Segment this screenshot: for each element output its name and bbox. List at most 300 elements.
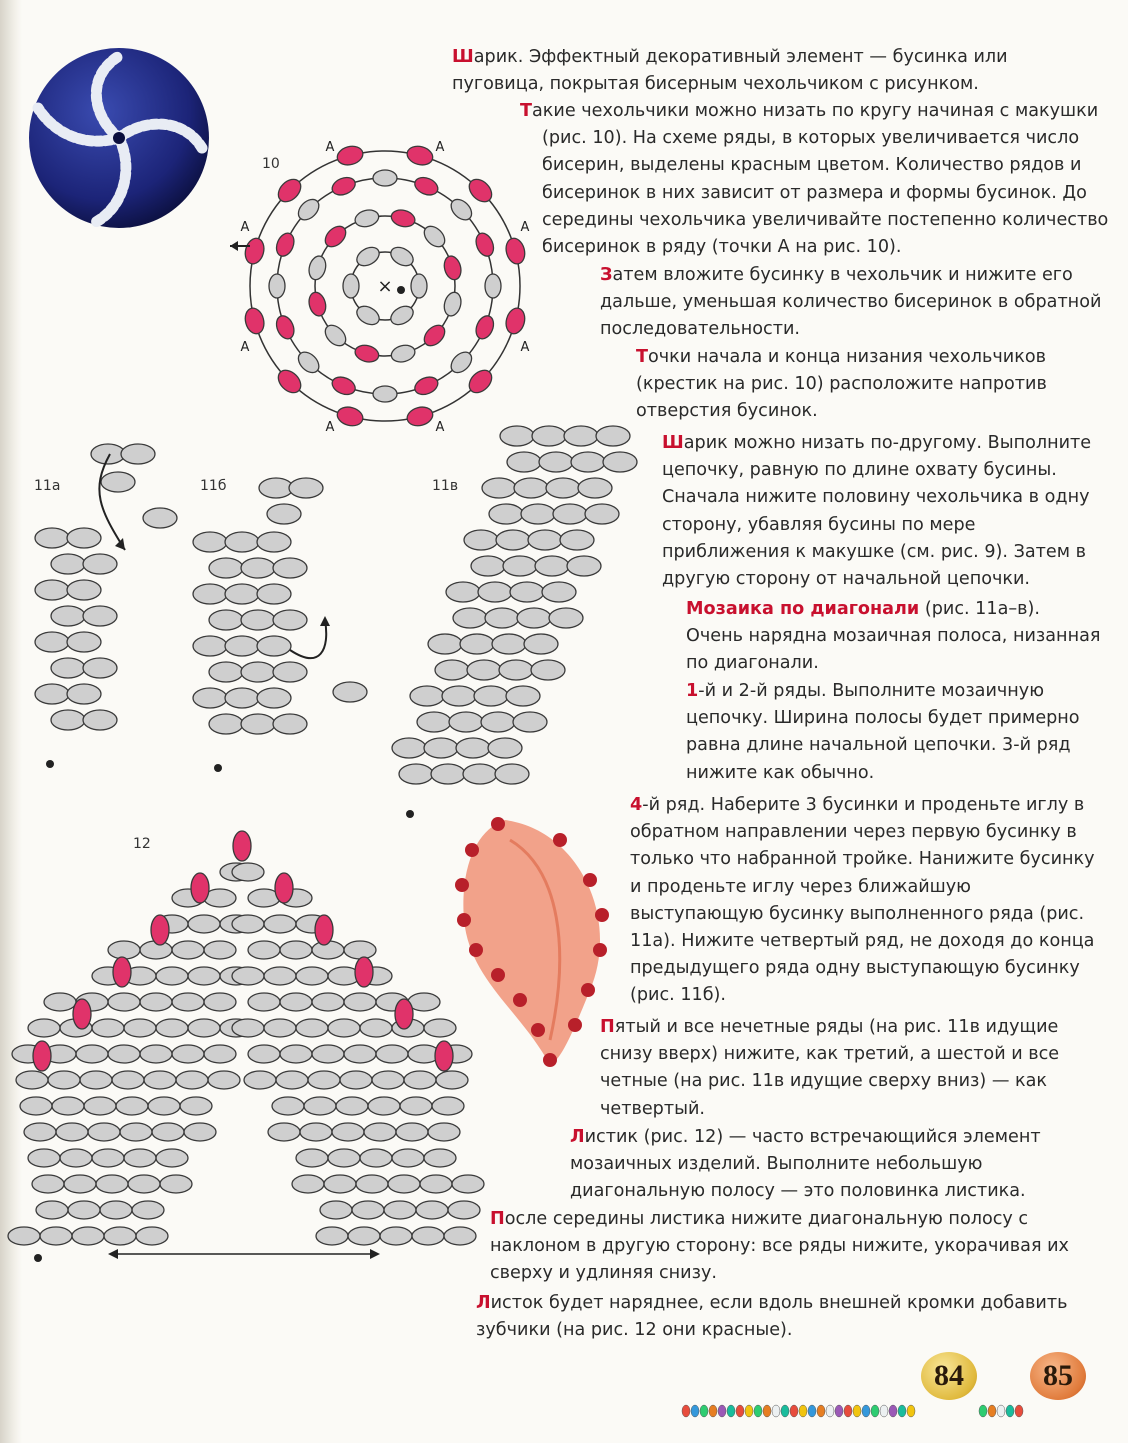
- leaf-bead: [8, 1227, 40, 1245]
- leaf-bead: [264, 1019, 296, 1037]
- mosaic-bead: [273, 714, 307, 734]
- mosaic-bead: [500, 426, 534, 446]
- mosaic-bead: [273, 558, 307, 578]
- paragraph-mozaika: Мозаика по диагонали (рис. 11а–в). Очень нарядна мозаичная полоса, низанная по диагонали.: [686, 599, 1101, 674]
- mosaic-bead: [417, 712, 451, 732]
- mosaic-bead: [524, 634, 558, 654]
- leaf-edge-bead: [191, 873, 209, 903]
- leaf-edge-bead: [275, 873, 293, 903]
- decor-bead: [880, 1405, 888, 1417]
- leaf-bead: [344, 993, 376, 1011]
- leaf-bead: [172, 941, 204, 959]
- bead-ring-4: [503, 306, 527, 336]
- mosaic-bead: [392, 738, 426, 758]
- mosaic-bead: [478, 582, 512, 602]
- decor-bead: [988, 1405, 996, 1417]
- leaf-bead: [304, 1097, 336, 1115]
- leaf-bead: [356, 1175, 388, 1193]
- mosaic-bead: [560, 530, 594, 550]
- leaf-bead: [392, 1149, 424, 1167]
- decor-bead: [853, 1405, 861, 1417]
- bead-ring-4: [243, 236, 267, 266]
- marker-a: A: [435, 140, 445, 155]
- thread-end-dot: [46, 760, 54, 768]
- leaf-bead: [296, 967, 328, 985]
- leaf-bead: [332, 1123, 364, 1141]
- mosaic-bead: [449, 712, 483, 732]
- mosaic-bead: [532, 426, 566, 446]
- mosaic-bead: [435, 660, 469, 680]
- mosaic-bead: [35, 580, 69, 600]
- mosaic-bead: [241, 610, 275, 630]
- mosaic-bead: [193, 532, 227, 552]
- decor-bead: [898, 1405, 906, 1417]
- mosaic-bead: [209, 558, 243, 578]
- mosaic-bead: [492, 634, 526, 654]
- figure-11b-label: 11б: [200, 478, 227, 494]
- mosaic-bead: [51, 658, 85, 678]
- leaf-bead: [328, 1149, 360, 1167]
- mosaic-bead: [193, 688, 227, 708]
- leaf-bead: [416, 1201, 448, 1219]
- mosaic-bead: [193, 584, 227, 604]
- mosaic-bead: [51, 554, 85, 574]
- mosaic-bead: [241, 662, 275, 682]
- leaf-bead: [376, 1045, 408, 1063]
- marker-a: A: [520, 340, 530, 355]
- bead-ring-3: [294, 348, 322, 376]
- decor-bead: [781, 1405, 789, 1417]
- leaf-bead: [172, 993, 204, 1011]
- mosaic-bead: [91, 444, 125, 464]
- decor-bead: [817, 1405, 825, 1417]
- decor-bead: [754, 1405, 762, 1417]
- leaf-bead: [172, 1045, 204, 1063]
- figure-10-circular-diagram: [220, 128, 560, 448]
- figure-11-diagonal-mosaic: [0, 410, 660, 830]
- mosaic-bead: [51, 710, 85, 730]
- thread-end-dot: [406, 810, 414, 818]
- mosaic-bead: [564, 426, 598, 446]
- leaf-bead: [300, 1123, 332, 1141]
- mosaic-bead: [578, 478, 612, 498]
- bead-ring-3: [447, 195, 475, 223]
- mosaic-bead: [603, 452, 637, 472]
- leaf-bead: [156, 967, 188, 985]
- leaf-bead: [80, 1071, 112, 1089]
- leaf-edge-bead: [395, 999, 413, 1029]
- mosaic-bead: [453, 608, 487, 628]
- mosaic-bead: [460, 634, 494, 654]
- bead-ring-3: [473, 231, 497, 259]
- leaf-bead: [40, 1227, 72, 1245]
- leaf-bead: [188, 967, 220, 985]
- leaf-bead: [344, 1045, 376, 1063]
- bead-ring-2: [353, 208, 380, 230]
- leaf-bead: [268, 1123, 300, 1141]
- figure-10-label: 10: [262, 156, 280, 172]
- bead-ring-2: [389, 343, 416, 365]
- mosaic-bead: [539, 452, 573, 472]
- mosaic-bead: [485, 608, 519, 628]
- mosaic-bead: [514, 478, 548, 498]
- leaf-bead: [120, 1123, 152, 1141]
- marker-a: A: [435, 420, 445, 435]
- mosaic-bead: [209, 714, 243, 734]
- leaf-bead: [308, 1071, 340, 1089]
- bead-ring-4: [465, 366, 496, 397]
- bead-ring-2: [442, 290, 464, 317]
- mosaic-bead: [521, 504, 555, 524]
- mosaic-bead: [209, 610, 243, 630]
- paragraph-row-4: 4-й ряд. Наберите 3 бусинки и проденьте иглу в обратном направлении через первую бусинку в только что набранной тройке. Нанижите бусинку и проденьте иглу через ближайшую выступающую бусинку выполненного ряда (рис. 11а). Нижите четвертый ряд, не доходя до конца предыдущего ряда одну выступающую бусинку (рис. 11б).: [630, 795, 1095, 1006]
- mosaic-bead: [488, 738, 522, 758]
- start-cross-marker: ×: [377, 276, 393, 297]
- leaf-bead: [292, 1175, 324, 1193]
- mosaic-bead: [83, 606, 117, 626]
- paragraph-sharik-alt: Шарик можно низать по-другому. Выполните цепочку, равную по длине охвату бусины. Сначала нижите половину чехольчика в одну сторону, убавляя бусины по мере приближения к макушке (см. рис. 9). Затем в другую сторону от начальной цепочки.: [662, 433, 1092, 590]
- leaf-bead: [156, 1149, 188, 1167]
- bead-ring-2: [442, 254, 464, 281]
- mosaic-bead: [257, 688, 291, 708]
- leaf-bead: [340, 1071, 372, 1089]
- figure-11v-label: 11в: [432, 478, 459, 494]
- leaf-bead: [88, 1123, 120, 1141]
- leaf-bead: [108, 993, 140, 1011]
- bead-ring-3: [273, 313, 297, 341]
- leaf-bead: [428, 1123, 460, 1141]
- leaf-bead: [140, 1045, 172, 1063]
- bead-ring-3: [294, 195, 322, 223]
- leaf-bead: [188, 1019, 220, 1037]
- mosaic-bead: [225, 688, 259, 708]
- paragraph-listik: Листик (рис. 12) — часто встречающийся элемент мозаичных изделий. Выполните небольшую диагональную полосу — это половинка листика.: [570, 1127, 1041, 1202]
- thread-end-dot: [397, 286, 405, 294]
- leaf-bead: [152, 1123, 184, 1141]
- leaf-edge-bead: [435, 1041, 453, 1071]
- leaf-bead: [60, 1149, 92, 1167]
- leaf-bead: [436, 1071, 468, 1089]
- leaf-bead: [232, 863, 264, 881]
- leaf-bead: [28, 1149, 60, 1167]
- figure-12-leaf-diagram: [0, 820, 490, 1290]
- marker-a: A: [520, 220, 530, 235]
- leaf-bead: [412, 1227, 444, 1245]
- marker-a: A: [240, 340, 250, 355]
- mosaic-bead: [67, 684, 101, 704]
- mosaic-bead: [503, 556, 537, 576]
- mosaic-bead: [143, 508, 177, 528]
- paragraph-chekholchiki: Такие чехольчики можно низать по кругу начиная с макушки (рис. 10). На схеме ряды, в которых увеличивается число бисерин, выделены красным цветом. Количество рядов и бисеринок в них зависит от размера и формы бусинок. До середины чехольчика увеличивайте постепенно количество бисеринок в ряду (точки А на рис. 10).: [520, 101, 1109, 258]
- mosaic-bead: [225, 636, 259, 656]
- leaf-bead: [452, 1175, 484, 1193]
- leaf-bead: [360, 1149, 392, 1167]
- bead-ring-3: [373, 170, 397, 186]
- bead-ring-4: [274, 366, 305, 397]
- leaf-bead: [344, 941, 376, 959]
- leaf-bead: [72, 1227, 104, 1245]
- bead-ring-3: [447, 348, 475, 376]
- mosaic-bead: [121, 444, 155, 464]
- leaf-bead: [16, 1071, 48, 1089]
- leaf-bead: [396, 1123, 428, 1141]
- bead-ring-1: [411, 274, 427, 298]
- leaf-edge-bead: [151, 915, 169, 945]
- paragraph-seredina: После середины листика нижите диагональную полосу с наклоном в другую сторону: все ряды нижите, укорачивая их сверху и удлиняя снизу.: [490, 1209, 1069, 1284]
- mosaic-bead: [464, 530, 498, 550]
- bead-ring-3: [412, 374, 440, 398]
- decor-bead: [889, 1405, 897, 1417]
- paragraph-zatem: Затем вложите бусинку в чехольчик и нижите его дальше, уменьшая количество бисеринок в обратной последовательности.: [600, 265, 1102, 340]
- thread-end-dot: [214, 764, 222, 772]
- mosaic-bead: [481, 712, 515, 732]
- arrow-head: [115, 538, 125, 550]
- mosaic-bead: [517, 608, 551, 628]
- decor-bead: [907, 1405, 915, 1417]
- decor-bead: [835, 1405, 843, 1417]
- mosaic-bead: [209, 662, 243, 682]
- mosaic-bead: [474, 686, 508, 706]
- leaf-bead: [108, 941, 140, 959]
- leaf-bead: [184, 1123, 216, 1141]
- mosaic-bead: [456, 738, 490, 758]
- leaf-bead: [316, 1227, 348, 1245]
- leaf-bead: [124, 1019, 156, 1037]
- leaf-bead: [96, 1175, 128, 1193]
- leaf-edge-bead: [315, 915, 333, 945]
- leaf-bead: [84, 1097, 116, 1115]
- mosaic-bead: [546, 478, 580, 498]
- bead-ring-4: [243, 306, 267, 336]
- arrow-head: [320, 616, 330, 626]
- bead-ring-3: [373, 386, 397, 402]
- leaf-bead: [244, 1071, 276, 1089]
- leaf-bead: [48, 1071, 80, 1089]
- leaf-bead: [112, 1071, 144, 1089]
- bead-ring-2: [307, 290, 329, 317]
- bead-ring-3: [412, 174, 440, 198]
- leaf-bead: [76, 1045, 108, 1063]
- mosaic-bead: [446, 582, 480, 602]
- mosaic-bead: [495, 764, 529, 784]
- mosaic-bead: [499, 660, 533, 680]
- mosaic-bead: [273, 610, 307, 630]
- paragraph-sharik-intro: Шарик. Эффектный декоративный элемент — бусинка или пуговица, покрытая бисерным чехольчиком с рисунком.: [452, 47, 1008, 95]
- mosaic-bead: [428, 634, 462, 654]
- marker-a: A: [240, 220, 250, 235]
- mosaic-bead: [257, 636, 291, 656]
- mosaic-bead: [463, 764, 497, 784]
- leaf-bead: [312, 993, 344, 1011]
- bead-ring-3: [269, 274, 285, 298]
- mosaic-bead: [424, 738, 458, 758]
- mosaic-bead: [35, 632, 69, 652]
- leaf-bead: [156, 1019, 188, 1037]
- bead-ring-4: [405, 144, 435, 168]
- bead-ring-2: [307, 254, 329, 281]
- bead-ring-2: [389, 208, 416, 230]
- leaf-edge-bead: [355, 957, 373, 987]
- leaf-bead: [432, 1097, 464, 1115]
- mosaic-bead: [267, 504, 301, 524]
- leaf-bead: [160, 1175, 192, 1193]
- decor-bead: [799, 1405, 807, 1417]
- leaf-bead: [272, 1097, 304, 1115]
- leaf-bead: [136, 1227, 168, 1245]
- arrow-head: [370, 1249, 380, 1259]
- mosaic-bead: [257, 584, 291, 604]
- decor-bead: [826, 1405, 834, 1417]
- decor-bead: [763, 1405, 771, 1417]
- decorative-bead-strip: [680, 1393, 1128, 1443]
- mosaic-bead: [467, 660, 501, 680]
- decor-bead: [979, 1405, 987, 1417]
- leaf-bead: [20, 1097, 52, 1115]
- leaf-bead: [296, 1019, 328, 1037]
- thread-end-dot: [34, 1254, 42, 1262]
- beaded-ball-photo: [24, 38, 214, 238]
- leaf-bead: [176, 1071, 208, 1089]
- mosaic-bead: [67, 580, 101, 600]
- mosaic-bead: [259, 478, 293, 498]
- leaf-bead: [372, 1071, 404, 1089]
- leaf-bead: [208, 1071, 240, 1089]
- decor-bead: [718, 1405, 726, 1417]
- leaf-bead: [188, 915, 220, 933]
- mosaic-bead: [399, 764, 433, 784]
- mosaic-bead: [410, 686, 444, 706]
- page-number-left: 84: [921, 1352, 977, 1400]
- bead-ring-3: [485, 274, 501, 298]
- leaf-bead: [448, 1201, 480, 1219]
- leaf-bead: [276, 1071, 308, 1089]
- decor-bead: [736, 1405, 744, 1417]
- mosaic-bead: [482, 478, 516, 498]
- figure-12-label: 12: [133, 836, 151, 852]
- thread-path: [99, 454, 125, 550]
- mosaic-bead: [585, 504, 619, 524]
- leaf-bead: [336, 1097, 368, 1115]
- decor-bead: [808, 1405, 816, 1417]
- mosaic-bead: [553, 504, 587, 524]
- leaf-bead: [204, 1045, 236, 1063]
- leaf-bead: [312, 1045, 344, 1063]
- leaf-bead: [204, 941, 236, 959]
- leaf-bead: [144, 1071, 176, 1089]
- paragraph-rows-1-2: 1-й и 2-й ряды. Выполните мозаичную цепочку. Ширина полосы будет примерно равна длине начальной цепочки. 3-й ряд нижите как обычно.: [686, 681, 1080, 783]
- bead-ring-4: [335, 144, 365, 168]
- leaf-bead: [232, 915, 264, 933]
- leaf-edge-bead: [33, 1041, 51, 1071]
- leaf-bead: [352, 1201, 384, 1219]
- mosaic-bead: [35, 528, 69, 548]
- mosaic-bead: [241, 558, 275, 578]
- mosaic-bead: [35, 684, 69, 704]
- mosaic-bead: [431, 764, 465, 784]
- decor-bead: [709, 1405, 717, 1417]
- leaf-bead: [328, 1019, 360, 1037]
- mosaic-bead: [67, 528, 101, 548]
- mosaic-bead: [289, 478, 323, 498]
- leaf-bead: [128, 1175, 160, 1193]
- decor-bead: [772, 1405, 780, 1417]
- leaf-bead: [388, 1175, 420, 1193]
- arrow-head: [108, 1249, 118, 1259]
- leaf-bead: [380, 1227, 412, 1245]
- leaf-bead: [420, 1175, 452, 1193]
- mosaic-bead: [542, 582, 576, 602]
- mosaic-bead: [513, 712, 547, 732]
- leaf-bead: [232, 1019, 264, 1037]
- marker-a: A: [325, 420, 335, 435]
- bead-ring-2: [321, 222, 349, 250]
- leaf-edge-bead: [113, 957, 131, 987]
- leaf-bead: [280, 1045, 312, 1063]
- leaf-bead: [100, 1201, 132, 1219]
- mosaic-bead: [596, 426, 630, 446]
- mosaic-bead: [567, 556, 601, 576]
- bead-ring-2: [420, 321, 448, 349]
- leaf-bead: [140, 993, 172, 1011]
- decor-bead: [727, 1405, 735, 1417]
- bead-ring-2: [353, 343, 380, 365]
- bead-ring-3: [330, 374, 358, 398]
- paragraph-row-5: Пятый и все нечетные ряды (на рис. 11в идущие снизу вверх) нижите, как третий, а шестой и все четные (на рис. 11в идущие сверху вниз) — как четвертый.: [600, 1017, 1060, 1119]
- leaf-bead: [148, 1097, 180, 1115]
- bead-ring-2: [420, 222, 448, 250]
- decor-bead: [1006, 1405, 1014, 1417]
- mosaic-bead: [506, 686, 540, 706]
- mosaic-bead: [83, 710, 117, 730]
- leaf-bead: [180, 1097, 212, 1115]
- leaf-bead: [364, 1123, 396, 1141]
- leaf-bead: [324, 1175, 356, 1193]
- leaf-bead: [360, 1019, 392, 1037]
- leaf-bead: [124, 1149, 156, 1167]
- mosaic-bead: [67, 632, 101, 652]
- leaf-bead: [296, 1149, 328, 1167]
- bead-ring-4: [274, 175, 305, 206]
- bead-ring-3: [473, 313, 497, 341]
- mosaic-bead: [489, 504, 523, 524]
- leaf-bead: [52, 1097, 84, 1115]
- mosaic-bead: [571, 452, 605, 472]
- leaf-bead: [280, 941, 312, 959]
- bead-ring-3: [330, 174, 358, 198]
- leaf-bead: [320, 1201, 352, 1219]
- mosaic-bead: [471, 556, 505, 576]
- figure-11a-label: 11а: [34, 478, 61, 494]
- leaf-bead: [32, 1175, 64, 1193]
- leaf-edge-bead: [73, 999, 91, 1029]
- paragraph-listok: Листок будет наряднее, если вдоль внешней кромки добавить зубчики (на рис. 12 они красные).: [476, 1293, 1068, 1341]
- decor-bead: [844, 1405, 852, 1417]
- leaf-bead: [264, 915, 296, 933]
- mosaic-bead: [535, 556, 569, 576]
- mosaic-bead: [83, 554, 117, 574]
- decor-bead: [745, 1405, 753, 1417]
- leaf-bead: [424, 1019, 456, 1037]
- leaf-bead: [56, 1123, 88, 1141]
- leaf-bead: [92, 1019, 124, 1037]
- mosaic-bead: [225, 584, 259, 604]
- mosaic-bead: [442, 686, 476, 706]
- mosaic-bead: [510, 582, 544, 602]
- bead-ring-4: [465, 175, 496, 206]
- mosaic-bead: [241, 714, 275, 734]
- leaf-bead: [400, 1097, 432, 1115]
- mosaic-bead: [496, 530, 530, 550]
